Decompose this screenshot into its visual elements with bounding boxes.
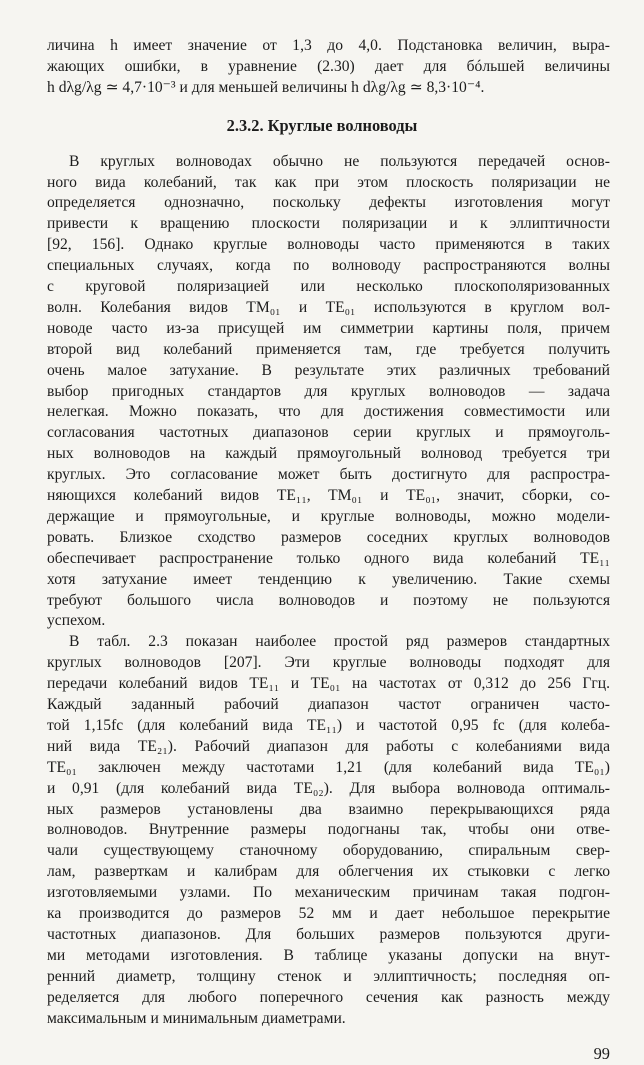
text-line: передачи колебаний видов TE₁₁ и TE₀₁ на частотах от 0,312 до 256 Ггц. (47, 675, 610, 693)
text-line: новоде часто из-за присущей им симметрии картины поля, причем (47, 319, 610, 337)
section-heading: 2.3.2. Круглые волноводы (226, 115, 418, 135)
text-line: няющихся колебаний видов TE₁₁, TM₀₁ и TE₀₁, значит, сборки, со- (47, 487, 610, 504)
text-line: h dλg/λg ≃ 4,7·10⁻³ и для меньшей величины h dλg/λg ≃ 8,3·10⁻⁴. (47, 78, 485, 96)
text-line: жающих ошибки, в уравнение (2.30) дает для бóльшей величины (47, 57, 610, 75)
text-line: с круговой поляризацией или несколько плоскополяризованных (47, 278, 610, 295)
text-line: [92, 156]. Однако круглые волноводы часто применяются в таких (47, 236, 610, 254)
text-line: TE₀₁ заключен между частотами 1,21 (для колебаний вида TE₀₁) (47, 758, 610, 776)
text-line: согласования частотных диапазонов серии круглых и прямоуголь- (47, 424, 610, 442)
text-line: изготовляемыми узлами. По механическим причинам такая подгон- (47, 884, 610, 902)
text-line: ределяется для любого поперечного сечения как разность между (47, 988, 610, 1006)
text-line: той 1,15fc (для колебаний вида TE₁₁) и частотой 0,95 fc (для колеба- (47, 716, 610, 734)
text-line: ний вида TE₂₁). Рабочий диапазон для работы с колебаниями вида (47, 737, 610, 755)
text-line: частотных диапазонов. Для больших размеров пользуются други- (47, 925, 610, 943)
text-line: требуют большого числа волноводов и поэтому не пользуются (47, 591, 610, 609)
text-line: В табл. 2.3 показан наиболее простой ряд размеров стандартных (69, 633, 610, 651)
text-line: выбор пригодных стандартов для круглых волноводов — задача (47, 382, 610, 400)
text-line: чали существующему станочному оборудованию, спиральным свер- (47, 842, 610, 860)
text-line: ных волноводов на каждый прямоугольный волновод требуется три (47, 445, 610, 463)
text-line: ного вида колебаний, так как при этом плоскость поляризации не (47, 173, 610, 191)
text-line: хотя затухание имеет тенденцию к увеличению. Такие схемы (47, 570, 610, 588)
text-line: максимальным и минимальным диаметрами. (47, 1009, 346, 1027)
text-line: лам, разверткам и калибрам для облегчения их стыковки с легко (47, 863, 610, 881)
text-line: нелегкая. Можно показать, что для достижения совместимости или (47, 403, 610, 421)
text-line: ренний диаметр, толщину стенок и эллиптичность; последняя оп- (47, 967, 610, 985)
text-line: ми методами изготовления. В таблице указаны допуски на внут- (47, 946, 610, 964)
text-line: личина h имеет значение от 1,3 до 4,0. Подстановка величин, выра- (47, 37, 610, 54)
text-line: волноводов. Внутренние размеры подогнаны так, чтобы они отве- (47, 821, 610, 839)
text-line: ных размеров установлены два взаимно перекрывающихся ряда (47, 800, 610, 818)
text-line: круглых. Это согласование может быть достигнуто для распростра- (47, 466, 610, 484)
page-number: 99 (593, 1044, 610, 1064)
text-line: круглых волноводов [207]. Эти круглые волноводы подходят для (47, 654, 610, 672)
text-line: ровать. Близкое сходство размеров соседних круглых волноводов (47, 528, 610, 546)
text-line: Каждый заданный рабочий диапазон частот ограничен часто- (47, 696, 610, 713)
text-line: ка производится до размеров 52 мм и дает небольшое перекрытие (47, 905, 610, 922)
text-line: волн. Колебания видов TM₀₁ и TE₀₁ используются в круглом вол- (47, 298, 610, 316)
text-line: специальных случаях, когда по волноводу распространяются волны (47, 257, 610, 275)
text-line: определяется однозначно, поскольку дефекты изготовления могут (47, 194, 610, 212)
text-line: второй вид колебаний применяется там, где требуется получить (47, 340, 610, 358)
text-line: обеспечивает распространение только одного вида колебаний TE₁₁ (47, 549, 610, 567)
text-line: В круглых волноводах обычно не пользуются передачей основ- (69, 152, 610, 170)
text-line: держащие и прямоугольные, и круглые волноводы, можно модели- (47, 507, 610, 525)
text-line: и 0,91 (для колебаний вида TE₀₂). Для выбора волновода оптималь- (47, 779, 610, 797)
text-line: привести к вращению плоскости поляризации и к эллиптичности (47, 215, 610, 233)
text-line: очень малое затухание. В результате этих различных требований (47, 361, 610, 379)
text-line: успехом. (47, 612, 106, 630)
